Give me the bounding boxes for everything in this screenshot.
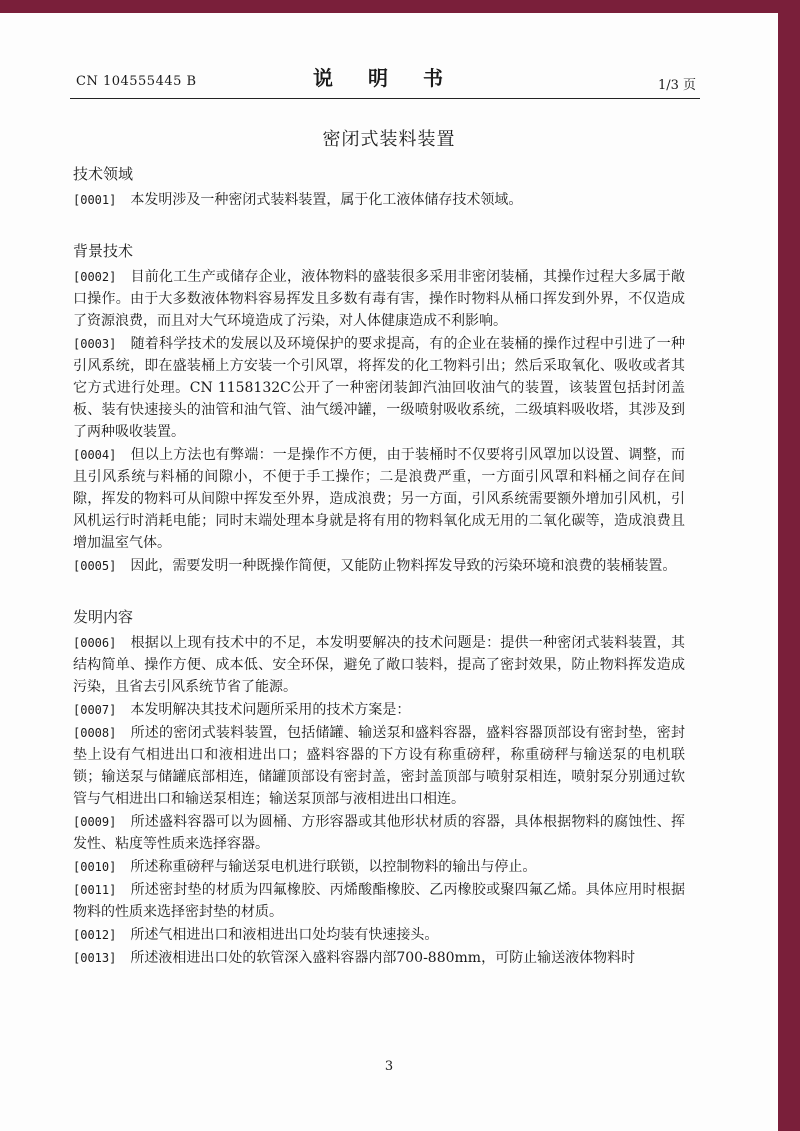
paragraph	[73, 555, 685, 577]
paragraph	[73, 333, 685, 443]
scan-border-right	[778, 0, 800, 1131]
paragraph-text: 所述密封垫的材质为四氟橡胶、丙烯酸酯橡胶、乙丙橡胶或聚四氟乙烯。具体应用时根据物料的性质来选择密封垫的材质。	[73, 882, 685, 920]
paragraph-number: [0002]	[73, 270, 117, 284]
page-number: 3	[384, 1059, 394, 1074]
paragraph	[73, 266, 685, 332]
paragraph-number: [0008]	[73, 726, 117, 740]
paragraph	[73, 856, 685, 878]
paragraph-number: [0011]	[73, 883, 117, 897]
paragraph-text: 本发明涉及一种密闭式装料装置，属于化工液体储存技术领域。	[130, 192, 523, 208]
paragraph-number: [0007]	[73, 703, 117, 717]
paragraph-number: [0013]	[73, 951, 117, 965]
paragraph-number: [0001]	[73, 193, 117, 207]
paragraph	[73, 699, 685, 721]
paragraph-text: 所述液相进出口处的软管深入盛料容器内部700-880mm，可防止输送液体物料时	[130, 950, 636, 966]
document-title: 密闭式装料装置	[322, 129, 456, 150]
document-page	[0, 13, 778, 1131]
paragraph-number: [0006]	[73, 636, 117, 650]
paragraph-number: [0003]	[73, 337, 117, 351]
section-heading: 背景技术	[73, 242, 134, 260]
paragraph-text: 目前化工生产或储存企业，液体物料的盛装很多采用非密闭装桶，其操作过程大多属于敞口操作。由于大多数液体物料容易挥发且多数有毒有害，操作时物料从桶口挥发到外界，不仅造成了资源浪费，而且对大气环境造成了污染，对人体健康造成不利影响。	[73, 269, 685, 329]
paragraph-text: 所述气相进出口和液相进出口处均装有快速接头。	[130, 927, 439, 943]
paragraph-number: [0012]	[73, 928, 117, 942]
page-indicator: 1/3 页	[657, 78, 696, 93]
paragraph	[73, 879, 685, 923]
paragraph-text: 所述称重磅秤与输送泵电机进行联锁，以控制物料的输出与停止。	[130, 859, 537, 875]
paragraph-text: 因此，需要发明一种既操作简便，又能防止物料挥发导致的污染环境和浪费的装桶装置。	[130, 558, 677, 574]
paragraph-number: [0010]	[73, 860, 117, 874]
page-header	[70, 58, 700, 98]
paragraph-number: [0004]	[73, 448, 117, 462]
paragraph	[73, 632, 685, 698]
header-rule	[70, 98, 700, 99]
paragraph	[73, 722, 685, 810]
paragraph-text: 本发明解决其技术问题所采用的技术方案是：	[130, 702, 411, 718]
document-type: 说 明 书	[313, 66, 457, 90]
publication-number: CN 104555445 B	[76, 74, 197, 89]
scan-border-top	[0, 0, 800, 13]
paragraph-number: [0005]	[73, 559, 117, 573]
section-heading: 发明内容	[73, 608, 134, 626]
paragraph-text: 所述盛料容器可以为圆桶、方形容器或其他形状材质的容器，具体根据物料的腐蚀性、挥发性、粘度等性质来选择容器。	[73, 814, 685, 852]
paragraph	[73, 947, 685, 969]
paragraph-text: 所述的密闭式装料装置，包括储罐、输送泵和盛料容器，盛料容器顶部设有密封垫，密封垫上设有气相进出口和液相进出口；盛料容器的下方设有称重磅秤，称重磅秤与输送泵的电机联锁；输送泵与储罐底部相连，储罐顶部设有密封盖，密封盖顶部与喷射泵相连，喷射泵分别通过软管与气相进出口和输送泵相连；输送泵顶部与液相进出口相连。	[73, 725, 685, 807]
document-body	[73, 163, 685, 970]
paragraph	[73, 444, 685, 554]
paragraph-text: 随着科学技术的发展以及环境保护的要求提高，有的企业在装桶的操作过程中引进了一种引风系统，即在盛装桶上方安装一个引风罩，将挥发的化工物料引出；然后采取氧化、吸收或者其它方式进行处理。CN 1158132C公开了一种密闭装卸汽油回收油气的装置，该装置包括封闭盖板、装有快速接头的油管和油气管、油气缓冲罐，一级喷射吸收系统，二级填料吸收塔，其涉及到了两种吸收装置。	[73, 336, 685, 440]
paragraph	[73, 811, 685, 855]
paragraph-text: 根据以上现有技术中的不足，本发明要解决的技术问题是：提供一种密闭式装料装置，其结构简单、操作方便、成本低、安全环保，避免了敞口装料，提高了密封效果，防止物料挥发造成污染，且省去引风系统节省了能源。	[73, 635, 685, 695]
paragraph-text: 但以上方法也有弊端：一是操作不方便，由于装桶时不仅要将引风罩加以设置、调整，而且引风系统与料桶的间隙小，不便于手工操作；二是浪费严重，一方面引风罩和料桶之间存在间隙，挥发的物料可从间隙中挥发至外界，造成浪费；另一方面，引风系统需要额外增加引风机，引风机运行时消耗电能；同时末端处理本身就是将有用的物料氧化成无用的二氧化碳等，造成浪费且增加温室气体。	[73, 447, 685, 551]
paragraph	[73, 189, 685, 211]
section-heading: 技术领域	[73, 165, 134, 183]
paragraph-number: [0009]	[73, 815, 117, 829]
paragraph	[73, 924, 685, 946]
